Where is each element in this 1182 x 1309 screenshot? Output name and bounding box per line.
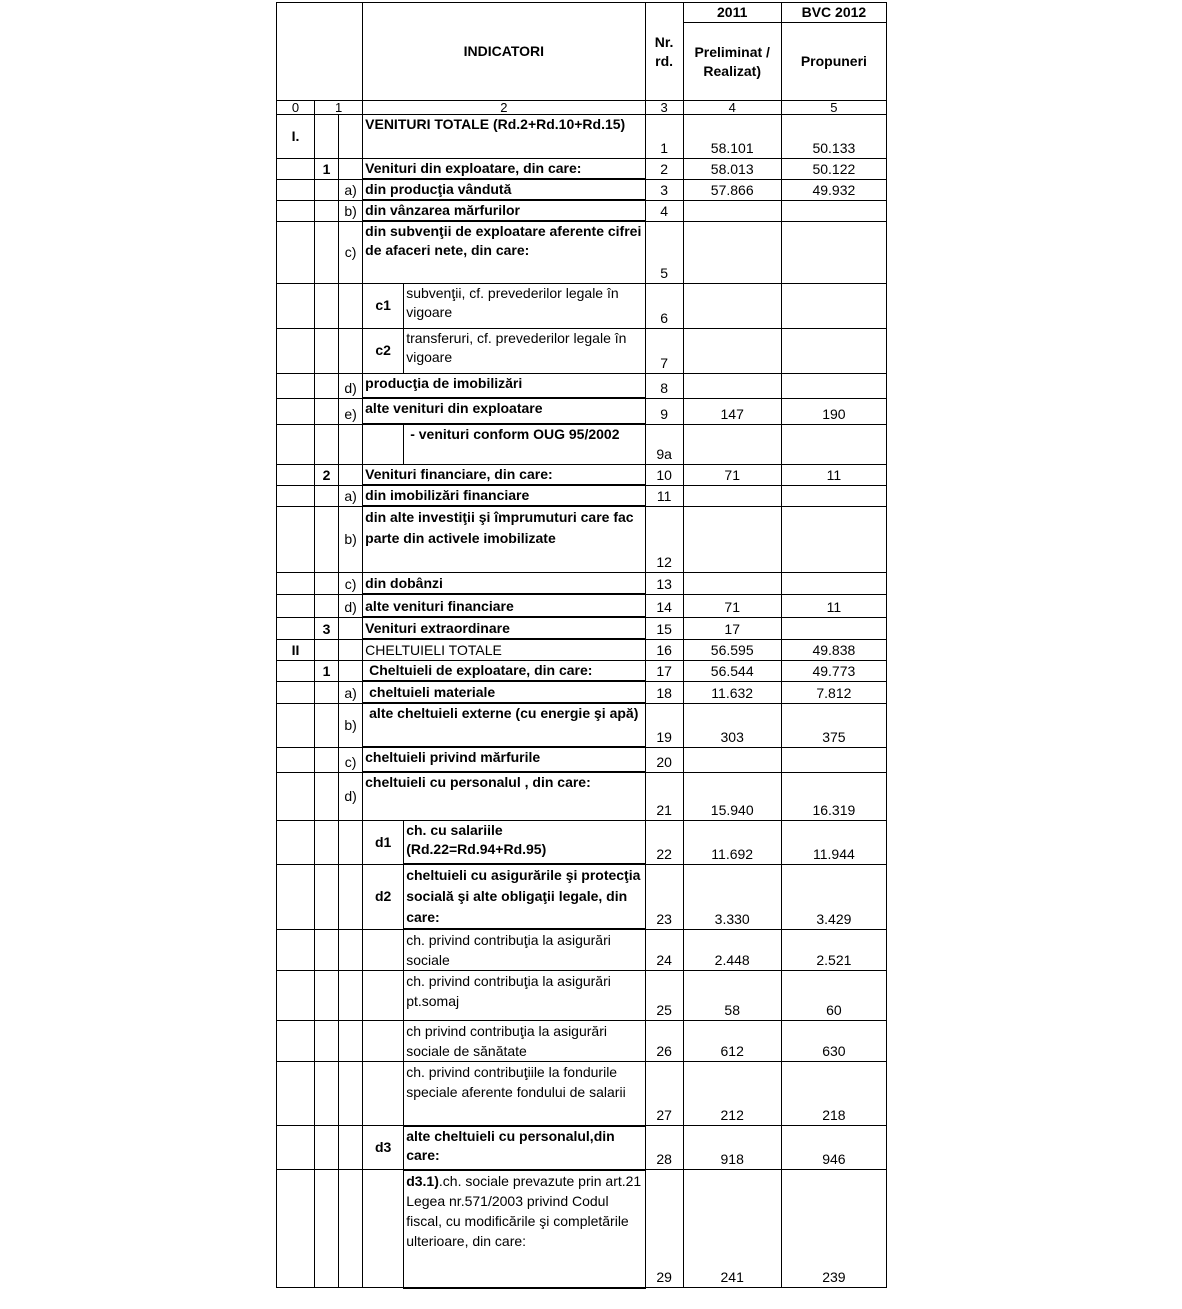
row-label: din dobânzi xyxy=(363,572,645,594)
value-2012: 49.932 xyxy=(781,179,886,200)
header-preliminat: Preliminat / Realizat) xyxy=(683,23,781,101)
item-code: c) xyxy=(339,747,363,772)
table-row xyxy=(277,115,887,159)
row-nr: 11 xyxy=(645,485,683,506)
table-row xyxy=(277,159,887,180)
item-code: c) xyxy=(339,572,363,594)
value-2011: 2.448 xyxy=(683,929,781,971)
row-label: Cheltuieli de exploatare, din care: xyxy=(363,660,645,681)
row-nr: 9 xyxy=(645,398,683,424)
value-2012: 50.133 xyxy=(781,115,886,159)
item-code: a) xyxy=(339,485,363,506)
value-2011: 58.101 xyxy=(683,115,781,159)
row-label: Venituri financiare, din care: xyxy=(363,464,645,485)
sub-code: d2 xyxy=(363,864,404,929)
value-2012: 7.812 xyxy=(781,681,886,703)
row-label: din alte investiţii şi împrumuturi care fac parte din activele imobilizate xyxy=(363,506,645,572)
item-code: d) xyxy=(339,594,363,617)
table-row xyxy=(277,179,887,200)
row-label: ch. cu salariile (Rd.22=Rd.94+Rd.95) xyxy=(404,820,645,864)
value-2012: 946 xyxy=(781,1126,886,1170)
group-code: 1 xyxy=(315,159,339,180)
row-label: Venituri extraordinare xyxy=(363,617,645,639)
value-2011: 71 xyxy=(683,464,781,485)
item-code: d) xyxy=(339,373,363,398)
header-indicatori: INDICATORI xyxy=(363,3,645,101)
row-nr: 9a xyxy=(645,424,683,464)
table-row xyxy=(277,398,887,424)
value-2011: 57.866 xyxy=(683,179,781,200)
row-label: alte cheltuieli cu personalul,din care: xyxy=(404,1126,645,1170)
table-row xyxy=(277,820,887,864)
table-row xyxy=(277,1021,887,1062)
row-label: - venituri conform OUG 95/2002 xyxy=(404,424,645,464)
row-label: transferuri, cf. prevederilor legale în vigoare xyxy=(404,328,645,373)
table-row xyxy=(277,747,887,772)
value-2012: 11 xyxy=(781,464,886,485)
value-2011: 58.013 xyxy=(683,159,781,180)
table-row xyxy=(277,200,887,221)
item-code: e) xyxy=(339,398,363,424)
row-nr: 3 xyxy=(645,179,683,200)
row-nr: 18 xyxy=(645,681,683,703)
row-label: cheltuieli materiale xyxy=(363,681,645,703)
row-label-text: .ch. sociale prevazute prin art.21 Legea nr.571/2003 privind Codul fiscal, cu modificările şi completările ulterioare, din care: xyxy=(406,1172,642,1249)
row-label: CHELTUIELI TOTALE xyxy=(363,639,645,660)
sub-code: c1 xyxy=(363,283,404,328)
header-nr-rd: Nr. rd. xyxy=(645,3,683,101)
row-nr: 14 xyxy=(645,594,683,617)
row-label: VENITURI TOTALE (Rd.2+Rd.10+Rd.15) xyxy=(363,115,645,159)
row-nr: 26 xyxy=(645,1021,683,1062)
row-nr: 7 xyxy=(645,328,683,373)
sub-code: d1 xyxy=(363,820,404,864)
value-2012: 50.122 xyxy=(781,159,886,180)
value-2012: 2.521 xyxy=(781,929,886,971)
table-row xyxy=(277,864,887,929)
row-label-code: d3.1) xyxy=(406,1172,439,1189)
row-label: cheltuieli privind mărfurile xyxy=(363,747,645,772)
table-row xyxy=(277,971,887,1021)
idx-2: 2 xyxy=(363,101,645,115)
idx-3: 3 xyxy=(645,101,683,115)
idx-1: 1 xyxy=(315,101,363,115)
section-code: I. xyxy=(277,115,315,159)
row-label: subvenţii, cf. prevederilor legale în vigoare xyxy=(404,283,645,328)
table-row xyxy=(277,464,887,485)
value-2012: 49.773 xyxy=(781,660,886,681)
table-row xyxy=(277,1126,887,1170)
header-bvc-2012: BVC 2012 xyxy=(781,3,886,23)
row-label: cheltuieli cu personalul , din care: xyxy=(363,772,645,820)
value-2012: 49.838 xyxy=(781,639,886,660)
table-row xyxy=(277,283,887,328)
row-nr: 12 xyxy=(645,506,683,572)
table-row xyxy=(277,703,887,747)
row-label: alte cheltuieli externe (cu energie şi apă) xyxy=(363,703,645,747)
row-label xyxy=(404,1170,645,1288)
value-2012: 16.319 xyxy=(781,772,886,820)
group-code: 1 xyxy=(315,660,339,681)
value-2011: 3.330 xyxy=(683,864,781,929)
row-nr: 21 xyxy=(645,772,683,820)
row-nr: 1 xyxy=(645,115,683,159)
idx-4: 4 xyxy=(683,101,781,115)
table-row xyxy=(277,772,887,820)
value-2011: 212 xyxy=(683,1062,781,1126)
value-2011: 71 xyxy=(683,594,781,617)
value-2012: 375 xyxy=(781,703,886,747)
table-row xyxy=(277,328,887,373)
row-nr: 5 xyxy=(645,221,683,283)
row-nr: 24 xyxy=(645,929,683,971)
row-label: Venituri din exploatare, din care: xyxy=(363,159,645,180)
row-nr: 23 xyxy=(645,864,683,929)
item-code: c) xyxy=(339,221,363,283)
sub-code: c2 xyxy=(363,328,404,373)
table-row xyxy=(277,373,887,398)
item-code: a) xyxy=(339,681,363,703)
row-nr: 8 xyxy=(645,373,683,398)
value-2012: 60 xyxy=(781,971,886,1021)
row-nr: 10 xyxy=(645,464,683,485)
table-row xyxy=(277,221,887,283)
header-propuneri: Propuneri xyxy=(781,23,886,101)
table-row xyxy=(277,424,887,464)
row-label: ch. privind contribuţiile la fondurile speciale aferente fondului de salarii xyxy=(404,1062,645,1126)
row-label: ch. privind contribuţia la asigurări pt.somaj xyxy=(404,971,645,1021)
value-2011: 58 xyxy=(683,971,781,1021)
value-2011: 56.544 xyxy=(683,660,781,681)
value-2011: 241 xyxy=(683,1170,781,1288)
value-2011: 11.692 xyxy=(683,820,781,864)
row-nr: 13 xyxy=(645,572,683,594)
item-code: b) xyxy=(339,506,363,572)
value-2012: 239 xyxy=(781,1170,886,1288)
row-nr: 4 xyxy=(645,200,683,221)
table-row xyxy=(277,1062,887,1126)
row-nr: 28 xyxy=(645,1126,683,1170)
table-row xyxy=(277,617,887,639)
table-row xyxy=(277,681,887,703)
row-label: cheltuieli cu asigurările şi protecţia socială şi alte obligaţii legale, din care: xyxy=(404,864,645,929)
value-2011: 15.940 xyxy=(683,772,781,820)
value-2012: 11.944 xyxy=(781,820,886,864)
value-2011: 918 xyxy=(683,1126,781,1170)
value-2011: 56.595 xyxy=(683,639,781,660)
header-2011: 2011 xyxy=(683,3,781,23)
column-index-row xyxy=(277,101,887,115)
row-nr: 25 xyxy=(645,971,683,1021)
row-nr: 2 xyxy=(645,159,683,180)
row-label: producţia de imobilizări xyxy=(363,373,645,398)
idx-0: 0 xyxy=(277,101,315,115)
row-label: din imobilizări financiare xyxy=(363,485,645,506)
row-nr: 27 xyxy=(645,1062,683,1126)
row-label: din subvenţii de exploatare aferente cifrei de afaceri nete, din care: xyxy=(363,221,645,283)
value-2012: 3.429 xyxy=(781,864,886,929)
row-nr: 17 xyxy=(645,660,683,681)
value-2011: 11.632 xyxy=(683,681,781,703)
row-nr: 22 xyxy=(645,820,683,864)
row-label: din producţia vândută xyxy=(363,179,645,200)
row-label: alte venituri financiare xyxy=(363,594,645,617)
value-2011: 17 xyxy=(683,617,781,639)
group-code: 3 xyxy=(315,617,339,639)
group-code: 2 xyxy=(315,464,339,485)
row-label: din vânzarea mărfurilor xyxy=(363,200,645,221)
value-2012: 190 xyxy=(781,398,886,424)
item-code: b) xyxy=(339,703,363,747)
idx-5: 5 xyxy=(781,101,886,115)
row-nr: 15 xyxy=(645,617,683,639)
table-row xyxy=(277,1170,887,1288)
value-2011: 303 xyxy=(683,703,781,747)
row-nr: 6 xyxy=(645,283,683,328)
row-label: alte venituri din exploatare xyxy=(363,398,645,424)
table-row xyxy=(277,929,887,971)
value-2012: 218 xyxy=(781,1062,886,1126)
value-2012: 630 xyxy=(781,1021,886,1062)
table-row xyxy=(277,660,887,681)
item-code: a) xyxy=(339,179,363,200)
table-row xyxy=(277,485,887,506)
header-row-years xyxy=(277,3,887,23)
indicators-table xyxy=(276,2,887,1289)
item-code: d) xyxy=(339,772,363,820)
item-code: b) xyxy=(339,200,363,221)
table-row xyxy=(277,572,887,594)
table-row xyxy=(277,594,887,617)
row-label: ch privind contribuţia la asigurări sociale de sănătate xyxy=(404,1021,645,1062)
row-label: ch. privind contribuţia la asigurări sociale xyxy=(404,929,645,971)
table-row xyxy=(277,639,887,660)
value-2011: 147 xyxy=(683,398,781,424)
table-row xyxy=(277,506,887,572)
value-2012: 11 xyxy=(781,594,886,617)
row-nr: 19 xyxy=(645,703,683,747)
value-2011: 612 xyxy=(683,1021,781,1062)
sub-code: d3 xyxy=(363,1126,404,1170)
row-nr: 16 xyxy=(645,639,683,660)
budget-sheet xyxy=(276,2,887,1289)
row-nr: 20 xyxy=(645,747,683,772)
row-nr: 29 xyxy=(645,1170,683,1288)
section-code: II xyxy=(277,639,315,660)
